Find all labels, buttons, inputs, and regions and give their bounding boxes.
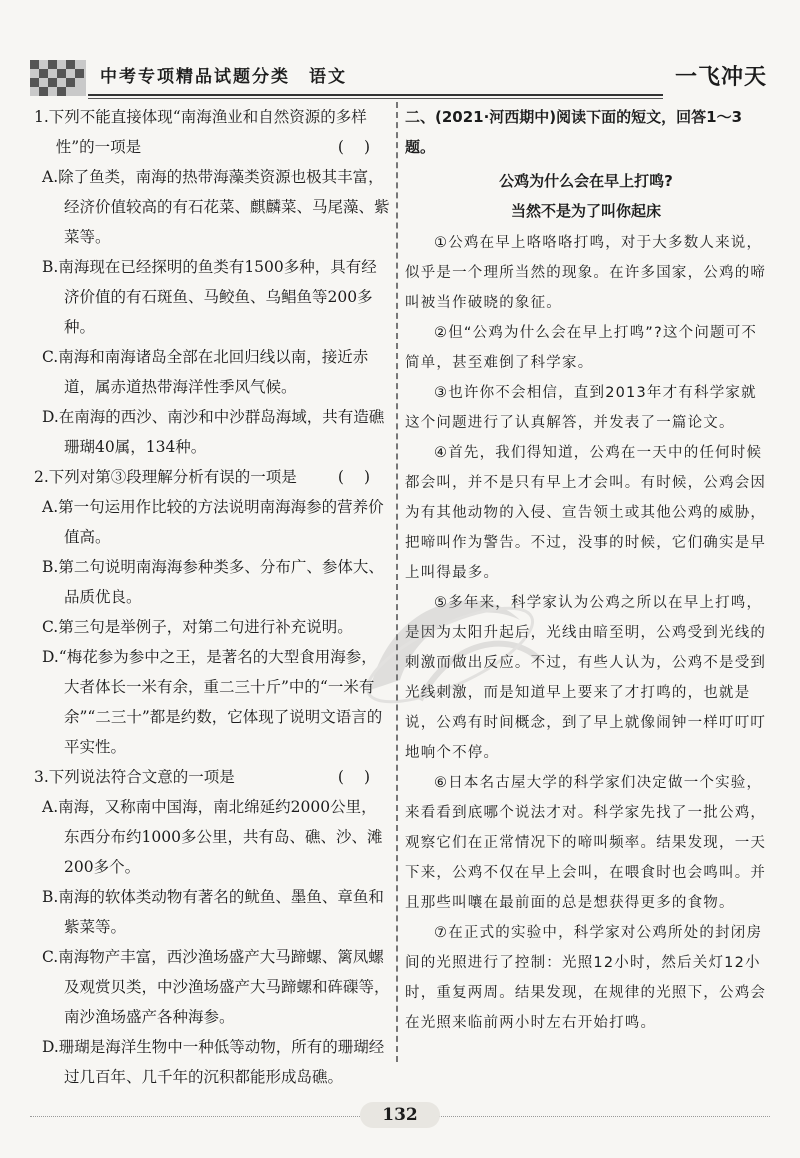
- question-1-option-a: A.除了鱼类，南海的热带海藻类资源也极其丰富，经济价值较高的有石花菜、麒麟菜、马尾藻、紫菜等。: [42, 168, 390, 246]
- question-3-stem: 3.下列说法符合文意的一项是 (): [34, 762, 390, 792]
- checker-pattern-icon: [30, 60, 86, 96]
- answer-blank[interactable]: (): [337, 138, 390, 156]
- question-2-stem: 2.下列对第③段理解分析有误的一项是 (): [34, 462, 390, 492]
- article-paragraph-4: ④首先，我们得知道，公鸡在一天中的任何时候都会叫，并不是只有早上才会叫。有时候，公鸡会因为有其他动物的入侵、宣告领土或其他公鸡的威胁，把啼叫作为警告。不过，没事的时候，它们确实是早上叫得最多。: [405, 445, 767, 581]
- header-rule-thin: [88, 98, 663, 99]
- question-2-option-c: C.第三句是举例子，对第二句进行补充说明。: [42, 618, 353, 636]
- question-3-option-a: A.南海，又称南中国海，南北绵延约2000公里，东西分布约1000多公里，共有岛、礁、沙、滩200多个。: [42, 798, 383, 876]
- question-2-option-d: D.“梅花参为参中之王，是著名的大型食用海参，大者体长一米有余，重二三十斤”中的“一米有余”“二三十”都是约数，它体现了说明文语言的平实性。: [42, 648, 383, 756]
- question-1-option-b: B.南海现在已经探明的鱼类有1500多种，具有经济价值的有石斑鱼、马鲛鱼、乌鲳鱼等200多种。: [42, 258, 377, 336]
- question-1-option-c: C.南海和南海诸岛全部在北回归线以南，接近赤道，属赤道热带海洋性季风气候。: [42, 348, 369, 396]
- article-paragraph-1: ①公鸡在早上咯咯咯打鸣，对于大多数人来说，似乎是一个理所当然的现象。在许多国家，公鸡的啼叫被当作破晓的象征。: [405, 235, 767, 311]
- page-number: 132: [360, 1102, 440, 1128]
- article-subtitle: 当然不是为了叫你起床: [510, 202, 661, 220]
- article-title: 公鸡为什么会在早上打鸣?: [499, 172, 673, 190]
- article-paragraph-3: ③也许你不会相信，直到2013年才有科学家就这个问题进行了认真解答，并发表了一篇论文。: [405, 385, 757, 431]
- watermark-logo-icon: [330, 560, 560, 730]
- question-2-option-b: B.第二句说明南海海参种类多、分布广、参体大、品质优良。: [42, 558, 384, 606]
- article-paragraph-7: ⑦在正式的实验中，科学家对公鸡所处的封闭房间的光照进行了控制：光照12小时，然后关灯12小时，重复两周。结果发现，在规律的光照下，公鸡会在光照来临前两小时左右开始打鸣。: [405, 925, 767, 1031]
- page-footer: [0, 1100, 800, 1130]
- article-paragraph-5: ⑤多年来，科学家认为公鸡之所以在早上打鸣，是因为太阳升起后，光线由暗至明，公鸡受到光线的刺激而做出反应。不过，有些人认为，公鸡不是受到光线刺激，而是知道早上要来了才打鸣的，也就是说，公鸡有时间概念，到了早上就像闹钟一样叮叮叮地响个不停。: [405, 595, 767, 761]
- article-paragraph-6: ⑥日本名古屋大学的科学家们决定做一个实验，来看看到底哪个说法才对。科学家先找了一批公鸡，观察它们在正常情况下的啼叫频率。结果发现，一天下来，公鸡不仅在早上会叫，在喂食时也会鸣叫。并且那些叫嚷在最前面的总是想获得更多的食物。: [405, 775, 767, 911]
- question-3-option-d: D.珊瑚是海洋生物中一种低等动物，所有的珊瑚经过几百年、几千年的沉积都能形成岛礁。: [42, 1038, 385, 1086]
- question-3-option-c: C.南海物产丰富，西沙渔场盛产大马蹄螺、篱凤螺及观赏贝类，中沙渔场盛产大马蹄螺和砗磲等，南沙渔场盛产各种海参。: [42, 948, 390, 1026]
- answer-blank[interactable]: (): [337, 768, 390, 786]
- answer-blank[interactable]: (): [337, 468, 390, 486]
- question-3-option-b: B.南海的软体类动物有著名的鱿鱼、墨鱼、章鱼和紫菜等。: [42, 888, 384, 936]
- question-1-stem: 1.下列不能直接体现“南海渔业和自然资源的多样性”的一项是 (): [34, 102, 390, 162]
- header-title: 中考专项精品试题分类 语文: [100, 67, 347, 87]
- page-header: [28, 52, 773, 102]
- section-intro: 二、(2021·河西期中)阅读下面的短文，回答1～3题。: [405, 108, 743, 156]
- header-brand: 一飞冲天: [674, 65, 767, 90]
- question-2-option-a: A.第一句运用作比较的方法说明南海海参的营养价值高。: [42, 498, 384, 546]
- question-1-option-d: D.在南海的西沙、南沙和中沙群岛海域，共有造礁珊瑚40属，134种。: [42, 408, 385, 456]
- article-paragraph-2: ②但“公鸡为什么会在早上打鸣”?这个问题可不简单，甚至难倒了科学家。: [405, 325, 758, 371]
- header-rule: [88, 94, 663, 96]
